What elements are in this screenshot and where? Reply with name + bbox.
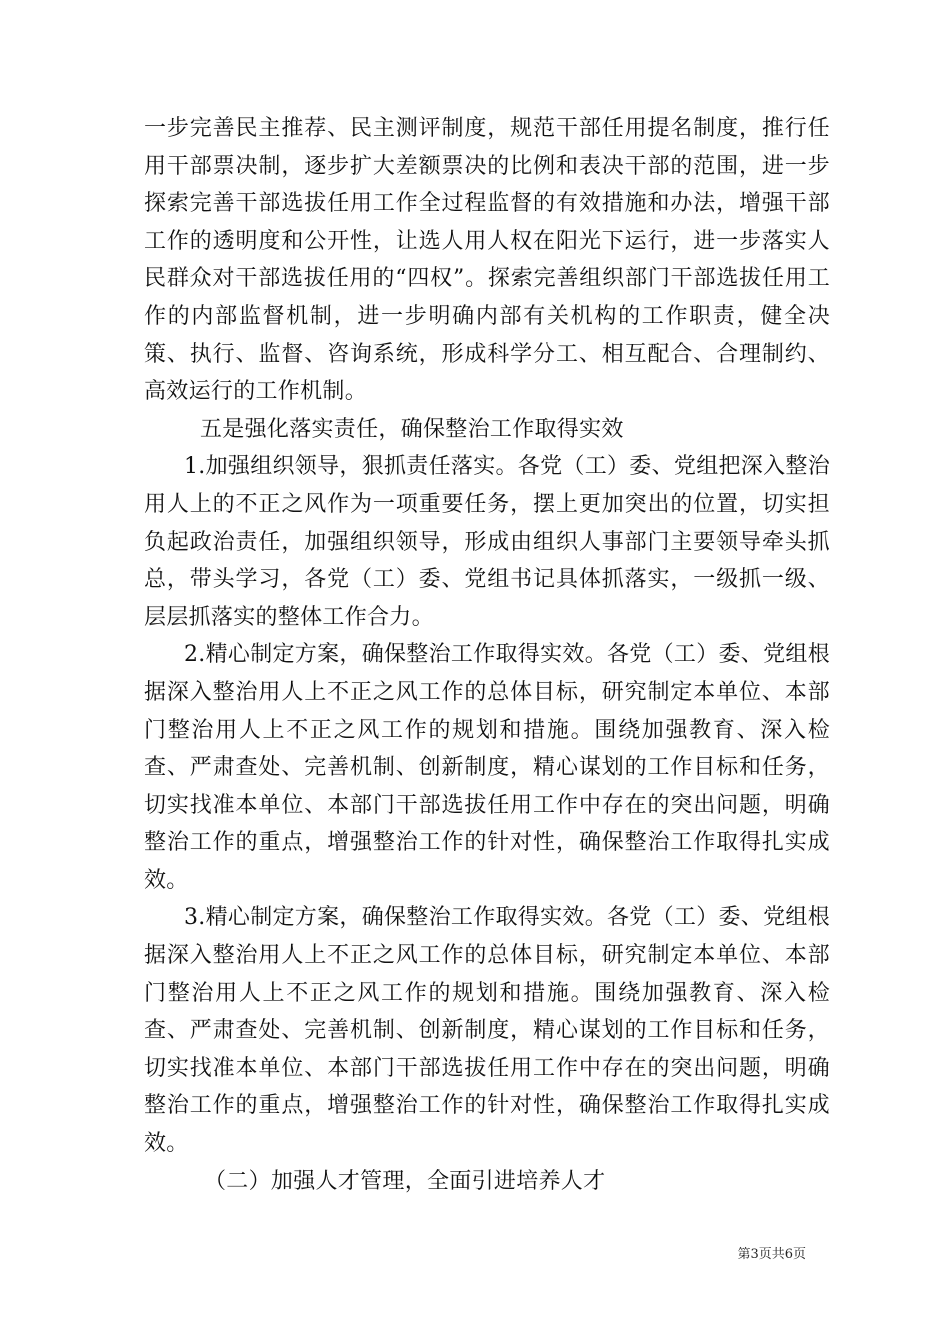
list-item-2: 2.精心制定方案，确保整治工作取得实效。各党（工）委、党组根据深入整治用人上不正之风工作的总体目标，研究制定本单位、本部门整治用人上不正之风工作的规划和措施。围绕加强教育、深入检查、严肃查处、完善机制、创新制度，精心谋划的工作目标和任务，切实找准本单位、本部门干部选拔任用工作中存在的突出问题，明确整治工作的重点，增强整治工作的针对性，确保整治工作取得扎实成效。: [144, 642, 830, 893]
page-number: 第3页共6页: [737, 1247, 806, 1262]
list-item-1: 1.加强组织领导，狠抓责任落实。各党（工）委、党组把深入整治用人上的不正之风作为一项重要任务，摆上更加突出的位置，切实担负起政治责任，加强组织领导，形成由组织人事部门主要领导牵头抓总，带头学习，各党（工）委、党组书记具体抓落实，一级抓一级、层层抓落实的整体工作合力。: [144, 454, 830, 630]
section-heading: 五是强化落实责任，确保整治工作取得实效: [200, 416, 624, 442]
list-item-3: 3.精心制定方案，确保整治工作取得实效。各党（工）委、党组根据深入整治用人上不正之风工作的总体目标，研究制定本单位、本部门整治用人上不正之风工作的规划和措施。围绕加强教育、深入检查、严肃查处、完善机制、创新制度，精心谋划的工作目标和任务，切实找准本单位、本部门干部选拔任用工作中存在的突出问题，明确整治工作的重点，增强整治工作的针对性，确保整治工作取得扎实成效。: [144, 905, 830, 1157]
paragraph-body: 一步完善民主推荐、民主测评制度，规范干部任用提名制度，推行任用干部票决制，逐步扩大差额票决的比例和表决干部的范围，进一步探索完善干部选拔任用工作全过程监督的有效措施和办法，增强干部工作的透明度和公开性，让选人用人权在阳光下运行，进一步落实人民群众对干部选拔任用的“四权”。探索完善组织部门干部选拔任用工作的内部监督机制，进一步明确内部有关机构的工作职责，健全决策、执行、监督、咨询系统，形成科学分工、相互配合、合理制约、高效运行的工作机制。: [144, 116, 830, 405]
document-body: [144, 110, 830, 1200]
subsection-heading: （二）加强人才管理，全面引进培养人才: [204, 1168, 606, 1194]
